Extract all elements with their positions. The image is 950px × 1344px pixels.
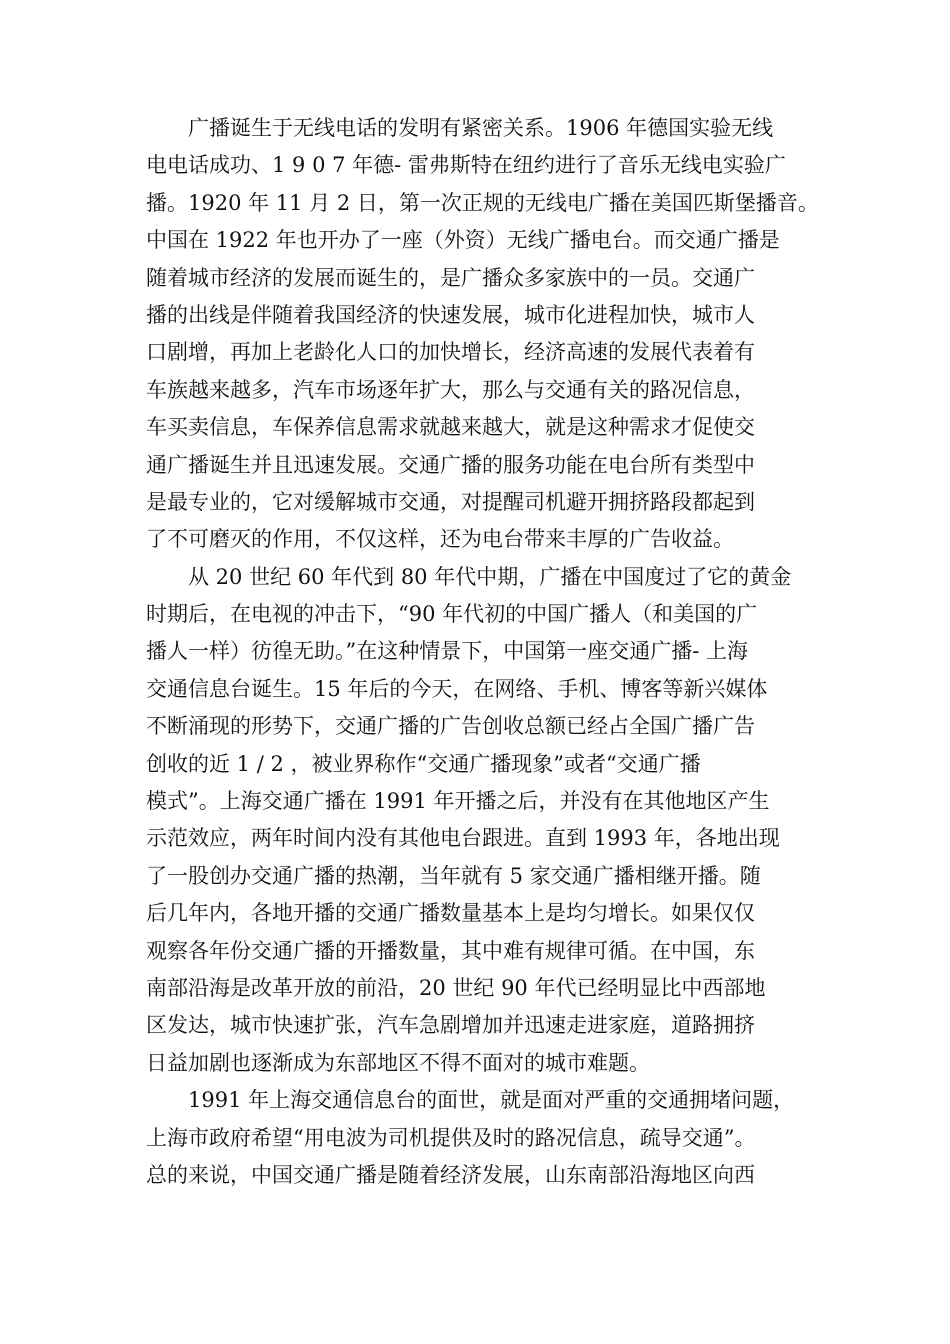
text-line: 是最专业的，它对缓解城市交通，对提醒司机避开拥挤路段都起到 — [146, 489, 755, 514]
text-line: 日益加剧也逐渐成为东部地区不得不面对的城市难题。 — [146, 1050, 650, 1075]
text-line: 播。1920 年 11 月 2 日，第一次正规的无线电广播在美国匹斯堡播音。 — [146, 190, 819, 215]
text-line: 车买卖信息，车保养信息需求就越来越大，就是这种需求才促使交 — [146, 415, 755, 440]
text-line: 了一股创办交通广播的热潮，当年就有 5 家交通广播相继开播。随 — [146, 863, 761, 888]
paragraph-2 — [146, 559, 836, 1082]
text-line: 上海市政府希望“用电波为司机提供及时的路况信息，疏导交通”。 — [146, 1125, 756, 1150]
text-line: 后几年内，各地开播的交通广播数量基本上是均匀增长。如果仅仅 — [146, 901, 755, 926]
text-line: 播的出线是伴随着我国经济的快速发展，城市化进程加快，城市人 — [146, 302, 755, 327]
paragraph-1 — [146, 110, 836, 559]
text-line: 交通信息台诞生。15 年后的今天，在网络、手机、博客等新兴媒体 — [146, 676, 768, 701]
text-line: 创收的近 1 / 2 ，被业界称作“交通广播现象”或者“交通广播 — [146, 751, 701, 776]
text-line: 观察各年份交通广播的开播数量，其中难有规律可循。在中国，东 — [146, 938, 755, 963]
text-line: 示范效应，两年时间内没有其他电台跟进。直到 1993 年，各地出现 — [146, 826, 780, 851]
text-line: 南部沿海是改革开放的前沿，20 世纪 90 年代已经明显比中西部地 — [146, 975, 766, 1000]
text-line: 不断涌现的形势下，交通广播的广告创收总额已经占全国广播广告 — [146, 714, 755, 739]
text-line: 中国在 1922 年也开办了一座（外资）无线广播电台。而交通广播是 — [146, 228, 780, 253]
text-line: 播人一样）彷徨无助。”在这种情景下，中国第一座交通广播- 上海 — [146, 639, 749, 664]
text-line: 电电话成功、1 9 0 7 年德- 雷弗斯特在纽约进行了音乐无线电实验广 — [146, 153, 786, 178]
text-line: 区发达，城市快速扩张，汽车急剧增加并迅速走进家庭，道路拥挤 — [146, 1013, 755, 1038]
text-line: 通广播诞生并且迅速发展。交通广播的服务功能在电台所有类型中 — [146, 452, 755, 477]
text-line: 随着城市经济的发展而诞生的，是广播众多家族中的一员。交通广 — [146, 265, 755, 290]
paragraph-3 — [146, 1082, 836, 1194]
text-line: 总的来说，中国交通广播是随着经济发展，山东南部沿海地区向西 — [146, 1162, 755, 1187]
text-line: 口剧增，再加上老龄化人口的加快增长，经济高速的发展代表着有 — [146, 340, 755, 365]
text-line: 了不可磨灭的作用，不仅这样，还为电台带来丰厚的广告收益。 — [146, 527, 734, 552]
text-line: 从 20 世纪 60 年代到 80 年代中期，广播在中国度过了它的黄金 — [188, 564, 792, 589]
text-line: 1991 年上海交通信息台的面世，就是面对严重的交通拥堵问题， — [188, 1088, 795, 1113]
text-line: 时期后，在电视的冲击下，“90 年代初的中国广播人（和美国的广 — [146, 602, 758, 627]
text-line: 车族越来越多，汽车市场逐年扩大，那么与交通有关的路况信息， — [146, 377, 755, 402]
text-line: 广播诞生于无线电话的发明有紧密关系。1906 年德国实验无线 — [188, 116, 774, 140]
body-text — [146, 110, 836, 1194]
text-line: 模式”。上海交通广播在 1991 年开播之后，并没有在其他地区产生 — [146, 789, 770, 814]
